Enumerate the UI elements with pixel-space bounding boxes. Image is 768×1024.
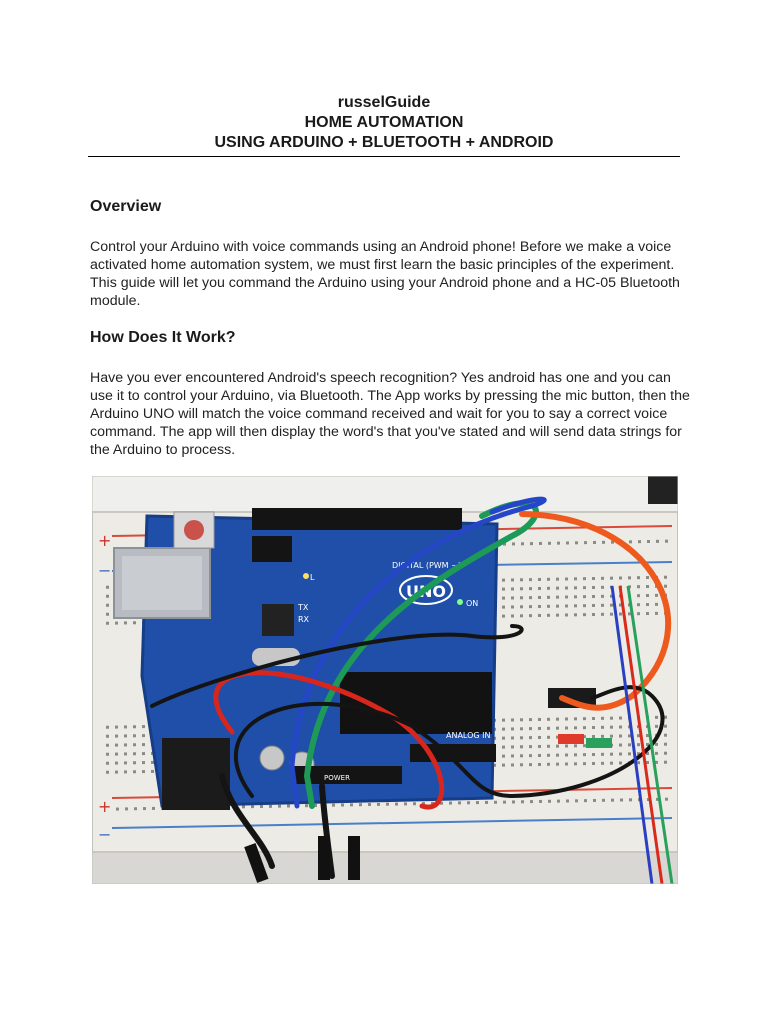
breadboard-hole: [556, 605, 559, 608]
breadboard-hole: [520, 587, 523, 590]
how-it-works-paragraph: Have you ever encountered Android's speech recognition? Yes android has one and you can use it to control your Arduino, via Bluetooth. The App works by pressing the mic button, then the Arduino UNO will match the voice command received and wait for you to say a correct voice command. The app will then display the word's that you've stated and will send data strings for the Arduino to process.: [90, 370, 690, 458]
breadboard-hole: [556, 614, 559, 617]
breadboard-hole: [142, 725, 145, 728]
breadboard-hole: [538, 754, 541, 757]
rail-hole: [377, 803, 380, 806]
breadboard-hole: [529, 596, 532, 599]
breadboard-hole: [547, 587, 550, 590]
breadboard-hole: [538, 718, 541, 721]
breadboard-hole: [124, 734, 127, 737]
breadboard-hole: [592, 604, 595, 607]
rail-hole: [404, 802, 407, 805]
rx-label: RX: [298, 615, 310, 624]
breadboard-hole: [151, 770, 154, 773]
breadboard-hole: [511, 754, 514, 757]
breadboard-hole: [637, 594, 640, 597]
breadboard-hole: [601, 595, 604, 598]
breadboard-hole: [601, 753, 604, 756]
rail-hole: [287, 804, 290, 807]
rail-hole: [143, 807, 146, 810]
breadboard-hole: [502, 606, 505, 609]
rail-hole: [395, 803, 398, 806]
breadboard-hole: [592, 595, 595, 598]
breadboard-hole: [556, 578, 559, 581]
rail-hole: [602, 799, 605, 802]
overview-paragraph: Control your Arduino with voice commands using an Android phone! Before we make a voice activated home automation system, we must first learn the basic principles of the experiment. This guide will let you command the Arduino using your Android phone and a HC-05 Bluetooth module.: [90, 239, 680, 309]
breadboard-hole: [565, 577, 568, 580]
breadboard-hole: [655, 603, 658, 606]
breadboard-hole: [502, 579, 505, 582]
breadboard-hole: [520, 745, 523, 748]
breadboard-hole: [637, 585, 640, 588]
breadboard-hole: [142, 743, 145, 746]
rail-hole: [530, 800, 533, 803]
breadboard-hole: [502, 728, 505, 731]
breadboard-hole: [538, 614, 541, 617]
breadboard-hole: [646, 576, 649, 579]
how-it-works-heading: How Does It Work?: [90, 329, 236, 346]
breadboard-hole: [664, 761, 667, 764]
breadboard-hole: [124, 752, 127, 755]
breadboard-hole: [511, 578, 514, 581]
breadboard-hole: [556, 718, 559, 721]
document-title-line-1: HOME AUTOMATION: [304, 114, 464, 131]
breadboard-hole: [601, 717, 604, 720]
rail-hole: [152, 807, 155, 810]
rail-hole: [584, 799, 587, 802]
breadboard-hole: [106, 595, 109, 598]
breadboard-hole: [106, 622, 109, 625]
breadboard-hole: [574, 717, 577, 720]
breadboard-hole: [637, 603, 640, 606]
breadboard-hole: [547, 754, 550, 757]
breadboard-hole: [520, 763, 523, 766]
breadboard-hole: [151, 761, 154, 764]
rail-hole: [386, 803, 389, 806]
breadboard-hole: [610, 726, 613, 729]
brand-name: russelGuide: [337, 94, 431, 111]
breadboard-hole: [124, 743, 127, 746]
rail-hole: [341, 804, 344, 807]
breadboard-hole: [664, 725, 667, 728]
breadboard-hole: [565, 753, 568, 756]
breadboard-hole: [583, 577, 586, 580]
breadboard-hole: [502, 764, 505, 767]
breadboard-hole: [529, 578, 532, 581]
breadboard-hole: [592, 762, 595, 765]
breadboard-hole: [583, 744, 586, 747]
arduino-uno-board: [114, 508, 497, 810]
breadboard-hole: [115, 622, 118, 625]
rail-hole: [251, 805, 254, 808]
breadboard-hole: [574, 753, 577, 756]
rail-minus-bottom: −: [98, 825, 112, 844]
rail-minus-top: −: [98, 561, 112, 580]
breadboard-hole: [547, 596, 550, 599]
rail-hole: [665, 798, 668, 801]
breadboard-hole: [502, 719, 505, 722]
rail-hole: [332, 804, 335, 807]
rail-hole: [116, 808, 119, 811]
breadboard-hole: [538, 736, 541, 739]
breadboard-hole: [115, 726, 118, 729]
breadboard-hole: [610, 762, 613, 765]
breadboard-hole: [637, 743, 640, 746]
breadboard-hole: [529, 727, 532, 730]
breadboard-hole: [520, 736, 523, 739]
breadboard-hole: [601, 726, 604, 729]
breadboard-hole: [520, 614, 523, 617]
rail-hole: [548, 800, 551, 803]
breadboard-hole: [133, 770, 136, 773]
rail-hole: [656, 540, 659, 543]
breadboard-hole: [547, 614, 550, 617]
breadboard-hole: [592, 717, 595, 720]
rail-hole: [611, 799, 614, 802]
breadboard-hole: [115, 771, 118, 774]
breadboard-hole: [124, 621, 127, 624]
breadboard-hole: [592, 735, 595, 738]
breadboard-hole: [529, 754, 532, 757]
breadboard-hole: [529, 736, 532, 739]
breadboard-hole: [502, 588, 505, 591]
breadboard-hole: [115, 753, 118, 756]
breadboard-hole: [619, 735, 622, 738]
rail-hole: [557, 542, 560, 545]
breadboard-hole: [592, 726, 595, 729]
rail-hole: [458, 801, 461, 804]
breadboard-hole: [655, 612, 658, 615]
breadboard-hole: [502, 755, 505, 758]
rail-hole: [566, 541, 569, 544]
rail-hole: [521, 800, 524, 803]
breadboard-hole: [565, 762, 568, 765]
breadboard-hole: [664, 585, 667, 588]
overview-heading: Overview: [90, 198, 162, 215]
breadboard-hole: [592, 613, 595, 616]
breadboard-hole: [583, 586, 586, 589]
breadboard-hole: [610, 735, 613, 738]
breadboard-hole: [646, 585, 649, 588]
breadboard-hole: [664, 576, 667, 579]
breadboard-hole: [565, 586, 568, 589]
breadboard-hole: [583, 613, 586, 616]
breadboard-hole: [133, 761, 136, 764]
breadboard-hole: [133, 725, 136, 728]
breadboard-hole: [529, 614, 532, 617]
breadboard-hole: [538, 605, 541, 608]
breadboard-hole: [511, 718, 514, 721]
breadboard-hole: [520, 754, 523, 757]
breadboard-hole: [592, 577, 595, 580]
tx-label: TX: [298, 603, 309, 612]
breadboard-hole: [664, 743, 667, 746]
breadboard-hole: [520, 718, 523, 721]
breadboard-hole: [511, 587, 514, 590]
rail-hole: [503, 801, 506, 804]
rail-hole: [305, 804, 308, 807]
breadboard-hole: [628, 576, 631, 579]
breadboard-hole: [511, 745, 514, 748]
digital-label: DIGITAL (PWM ~): [392, 561, 461, 570]
breadboard-hole: [547, 736, 550, 739]
breadboard-hole: [619, 753, 622, 756]
breadboard-hole: [574, 613, 577, 616]
breadboard-hole: [628, 752, 631, 755]
breadboard-hole: [142, 752, 145, 755]
breadboard-hole: [520, 596, 523, 599]
breadboard-hole: [601, 613, 604, 616]
breadboard-hole: [115, 735, 118, 738]
breadboard-hole: [547, 763, 550, 766]
rail-hole: [485, 801, 488, 804]
breadboard-hole: [520, 578, 523, 581]
breadboard-hole: [529, 763, 532, 766]
breadboard-hole: [655, 716, 658, 719]
breadboard-hole: [610, 613, 613, 616]
breadboard-hole: [601, 577, 604, 580]
rail-hole: [593, 541, 596, 544]
rail-hole: [512, 542, 515, 545]
rail-hole: [575, 541, 578, 544]
breadboard-hole: [574, 586, 577, 589]
breadboard-hole: [511, 605, 514, 608]
breadboard-hole: [106, 604, 109, 607]
breadboard-hole: [565, 595, 568, 598]
breadboard-hole: [511, 763, 514, 766]
breadboard-hole: [637, 576, 640, 579]
breadboard-hole: [124, 761, 127, 764]
breadboard-hole: [574, 604, 577, 607]
breadboard-hole: [583, 717, 586, 720]
power-label: POWER: [324, 774, 350, 782]
rail-hole: [368, 803, 371, 806]
rail-hole: [350, 803, 353, 806]
rail-hole: [530, 542, 533, 545]
breadboard-hole: [124, 725, 127, 728]
rail-hole: [359, 803, 362, 806]
breadboard-hole: [574, 744, 577, 747]
breadboard-hole: [664, 734, 667, 737]
rail-hole: [512, 800, 515, 803]
breadboard-hole: [655, 725, 658, 728]
breadboard-hole: [502, 615, 505, 618]
photo-illustration: [92, 476, 678, 884]
l-led-label: L: [310, 573, 315, 582]
breadboard-hole: [142, 770, 145, 773]
breadboard-hole: [106, 586, 109, 589]
breadboard-hole: [538, 596, 541, 599]
breadboard-hole: [610, 604, 613, 607]
breadboard-hole: [106, 762, 109, 765]
breadboard-hole: [574, 595, 577, 598]
breadboard-hole: [538, 727, 541, 730]
document-title-line-2: USING ARDUINO + BLUETOOTH + ANDROID: [214, 134, 554, 151]
breadboard-hole: [601, 586, 604, 589]
breadboard-hole: [655, 743, 658, 746]
rail-hole: [476, 801, 479, 804]
breadboard-hole: [583, 595, 586, 598]
breadboard-hole: [592, 586, 595, 589]
breadboard-hole: [511, 727, 514, 730]
breadboard-hole: [565, 604, 568, 607]
breadboard-hole: [637, 761, 640, 764]
breadboard-hole: [619, 613, 622, 616]
rail-hole: [467, 801, 470, 804]
breadboard-hole: [511, 596, 514, 599]
breadboard-hole: [574, 726, 577, 729]
breadboard-hole: [538, 587, 541, 590]
breadboard-hole: [637, 612, 640, 615]
breadboard-hole: [502, 597, 505, 600]
breadboard-hole: [601, 604, 604, 607]
breadboard-hole: [583, 726, 586, 729]
rail-hole: [584, 541, 587, 544]
rail-hole: [638, 540, 641, 543]
breadboard-hole: [115, 762, 118, 765]
rail-hole: [539, 542, 542, 545]
breadboard-hole: [556, 587, 559, 590]
breadboard-hole: [655, 752, 658, 755]
rail-hole: [449, 802, 452, 805]
rail-hole: [566, 799, 569, 802]
rail-hole: [575, 799, 578, 802]
breadboard-hole: [655, 594, 658, 597]
breadboard-hole: [133, 621, 136, 624]
rail-hole: [278, 805, 281, 808]
document-header: [88, 93, 680, 153]
breadboard-hole: [538, 745, 541, 748]
analog-label: ANALOG IN: [446, 731, 491, 740]
breadboard-hole: [556, 596, 559, 599]
rail-hole: [629, 798, 632, 801]
breadboard-hole: [574, 762, 577, 765]
breadboard-hole: [511, 614, 514, 617]
arduino-breadboard-photo: [92, 476, 678, 884]
rail-hole: [602, 541, 605, 544]
breadboard-hole: [106, 613, 109, 616]
breadboard-hole: [646, 594, 649, 597]
breadboard-hole: [601, 762, 604, 765]
breadboard-hole: [619, 726, 622, 729]
rail-hole: [557, 800, 560, 803]
rail-hole: [620, 798, 623, 801]
rail-hole: [494, 801, 497, 804]
rail-hole: [413, 802, 416, 805]
breadboard-hole: [502, 737, 505, 740]
breadboard-hole: [565, 613, 568, 616]
breadboard-hole: [583, 753, 586, 756]
breadboard-hole: [610, 717, 613, 720]
breadboard-hole: [601, 735, 604, 738]
breadboard-hole: [142, 734, 145, 737]
breadboard-hole: [547, 727, 550, 730]
breadboard-hole: [520, 727, 523, 730]
breadboard-hole: [556, 745, 559, 748]
breadboard-hole: [619, 577, 622, 580]
on-led-label: ON: [466, 599, 479, 608]
breadboard-hole: [124, 770, 127, 773]
breadboard-hole: [556, 727, 559, 730]
breadboard-hole: [106, 726, 109, 729]
breadboard-hole: [619, 717, 622, 720]
breadboard-hole: [565, 726, 568, 729]
rail-hole: [134, 807, 137, 810]
rail-hole: [647, 540, 650, 543]
breadboard-hole: [610, 577, 613, 580]
uno-logo: UNO: [406, 582, 446, 601]
breadboard-hole: [520, 605, 523, 608]
breadboard-hole: [106, 744, 109, 747]
breadboard-hole: [115, 744, 118, 747]
rail-hole: [269, 805, 272, 808]
rail-hole: [521, 542, 524, 545]
breadboard-hole: [529, 587, 532, 590]
breadboard-hole: [547, 605, 550, 608]
rail-hole: [665, 540, 668, 543]
breadboard-hole: [583, 762, 586, 765]
rail-hole: [242, 805, 245, 808]
breadboard-hole: [547, 578, 550, 581]
breadboard-hole: [592, 753, 595, 756]
breadboard-hole: [529, 718, 532, 721]
breadboard-hole: [565, 717, 568, 720]
rail-hole: [629, 540, 632, 543]
breadboard-hole: [529, 605, 532, 608]
breadboard-hole: [646, 612, 649, 615]
rail-hole: [593, 799, 596, 802]
breadboard-hole: [610, 753, 613, 756]
breadboard-hole: [583, 604, 586, 607]
breadboard-hole: [556, 763, 559, 766]
breadboard-hole: [538, 763, 541, 766]
rail-hole: [260, 805, 263, 808]
breadboard-hole: [619, 762, 622, 765]
breadboard-hole: [664, 752, 667, 755]
breadboard-hole: [511, 736, 514, 739]
rail-plus-top: +: [98, 531, 112, 550]
breadboard-hole: [106, 735, 109, 738]
header-divider: [88, 156, 680, 157]
breadboard-hole: [133, 752, 136, 755]
breadboard-hole: [106, 771, 109, 774]
breadboard-hole: [502, 746, 505, 749]
breadboard-hole: [574, 577, 577, 580]
breadboard-hole: [628, 743, 631, 746]
breadboard-hole: [133, 734, 136, 737]
breadboard-hole: [142, 761, 145, 764]
breadboard-hole: [538, 578, 541, 581]
rail-hole: [548, 542, 551, 545]
breadboard-hole: [646, 603, 649, 606]
breadboard-hole: [106, 753, 109, 756]
breadboard-hole: [547, 718, 550, 721]
breadboard-hole: [565, 744, 568, 747]
rail-hole: [125, 807, 128, 810]
rail-hole: [539, 800, 542, 803]
breadboard-hole: [619, 744, 622, 747]
breadboard-hole: [547, 745, 550, 748]
rail-plus-bottom: +: [98, 797, 112, 816]
breadboard-hole: [556, 754, 559, 757]
breadboard-hole: [133, 743, 136, 746]
breadboard-hole: [529, 745, 532, 748]
